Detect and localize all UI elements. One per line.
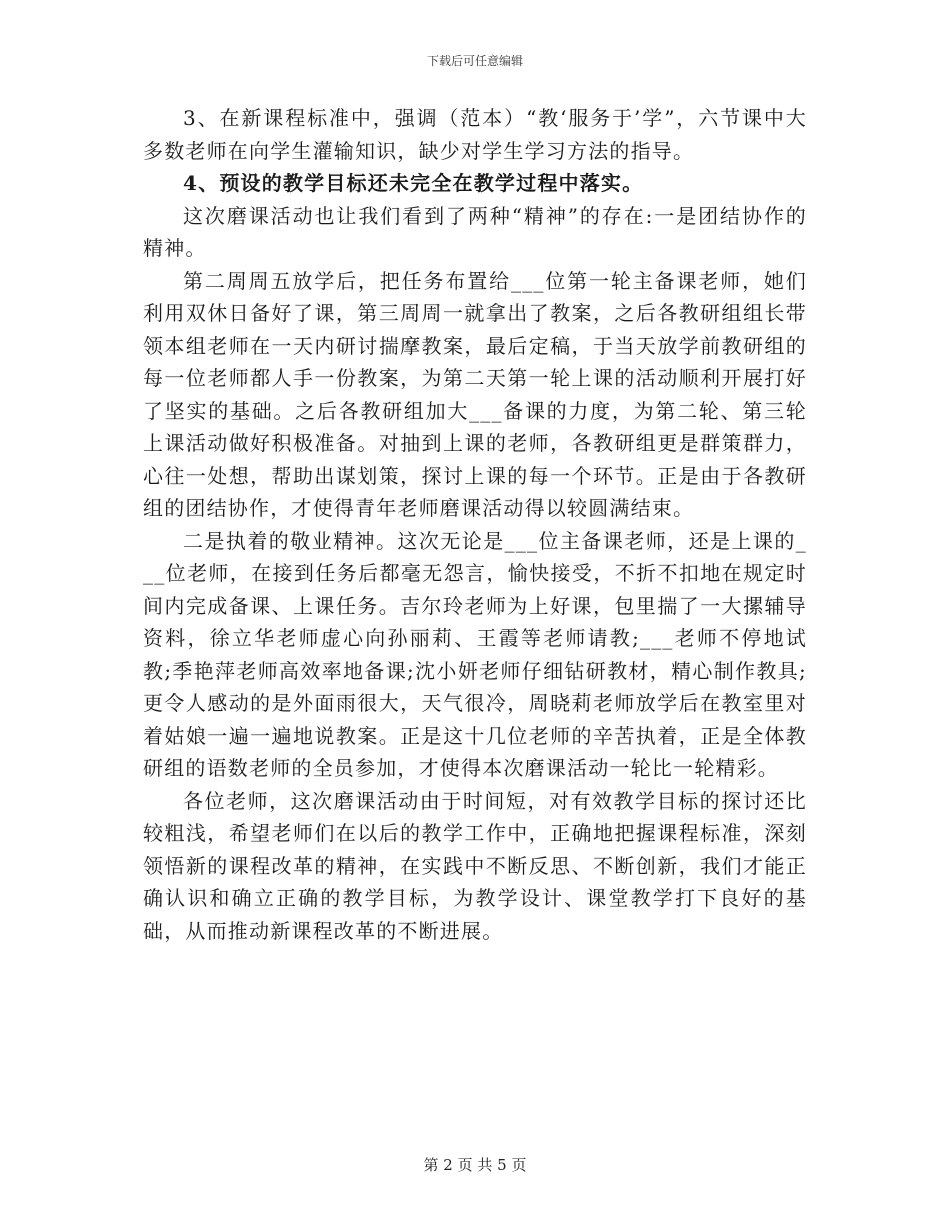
document-body bbox=[143, 102, 807, 947]
paragraph-item-4-heading: 4、预设的教学目标还未完全在教学过程中落实。 bbox=[183, 171, 644, 195]
paragraph-item-3: 3、在新课程标准中，强调（范本）“教‘服务于’学”，六节课中大多数老师在向学生灌输知识，缺少对学生学习方法的指导。 bbox=[143, 106, 807, 163]
paragraph-conclusion: 各位老师，这次磨课活动由于时间短，对有效教学目标的探讨还比较粗浅，希望老师们在以后的教学工作中，正确地把握课程标准，深刻领悟新的课程改革的精神，在实践中不断反思、不断创新，我们才能正确认识和确立正确的教学目标，为教学设计、课堂教学打下良好的基础，从而推动新课程改革的不断进展。 bbox=[143, 788, 807, 943]
paragraph-teamwork: 第二周周五放学后，把任务布置给___位第一轮主备课老师，她们利用双休日备好了课，第三周周一就拿出了教案，之后各教研组组长带领本组老师在一天内研讨揣摩教案，最后定稿，于当天放学前教研组的每一位老师都人手一份教案，为第二天第一轮上课的活动顺利开展打好了坚实的基础。之后各教研组加大___备课的力度，为第二轮、第三轮上课活动做好积极准备。对抽到上课的老师，各教研组更是群策群力，心往一处想，帮助出谋划策，探讨上课的每一个环节。正是由于各教研组的团结协作，才使得青年老师磨课活动得以较圆满结束。 bbox=[143, 268, 807, 520]
paragraph-dedication: 二是执着的敬业精神。这次无论是___位主备课老师，还是上课的___位老师，在接到任务后都毫无怨言，愉快接受，不折不扣地在规定时间内完成备课、上课任务。吉尔玲老师为上好课，包里揣了一大摞辅导资料，徐立华老师虚心向孙丽莉、王霞等老师请教;___老师不停地试教;季艳萍老师高效率地备课;沈小妍老师仔细钻研教材，精心制作教具;更令人感动的是外面雨很大，天气很冷，周晓莉老师放学后在教室里对着姑娘一遍一遍地说教案。正是这十几位老师的辛苦执着，正是全体教研组的语数老师的全员参加，才使得本次磨课活动一轮比一轮精彩。 bbox=[143, 528, 807, 780]
page-header: 下载后可任意编辑 bbox=[426, 54, 523, 68]
page-number-footer: 第 2 页 共 5 页 bbox=[423, 1156, 527, 1174]
paragraph-spirit-intro: 这次磨课活动也让我们看到了两种“精神”的存在:一是团结协作的精神。 bbox=[143, 203, 807, 260]
